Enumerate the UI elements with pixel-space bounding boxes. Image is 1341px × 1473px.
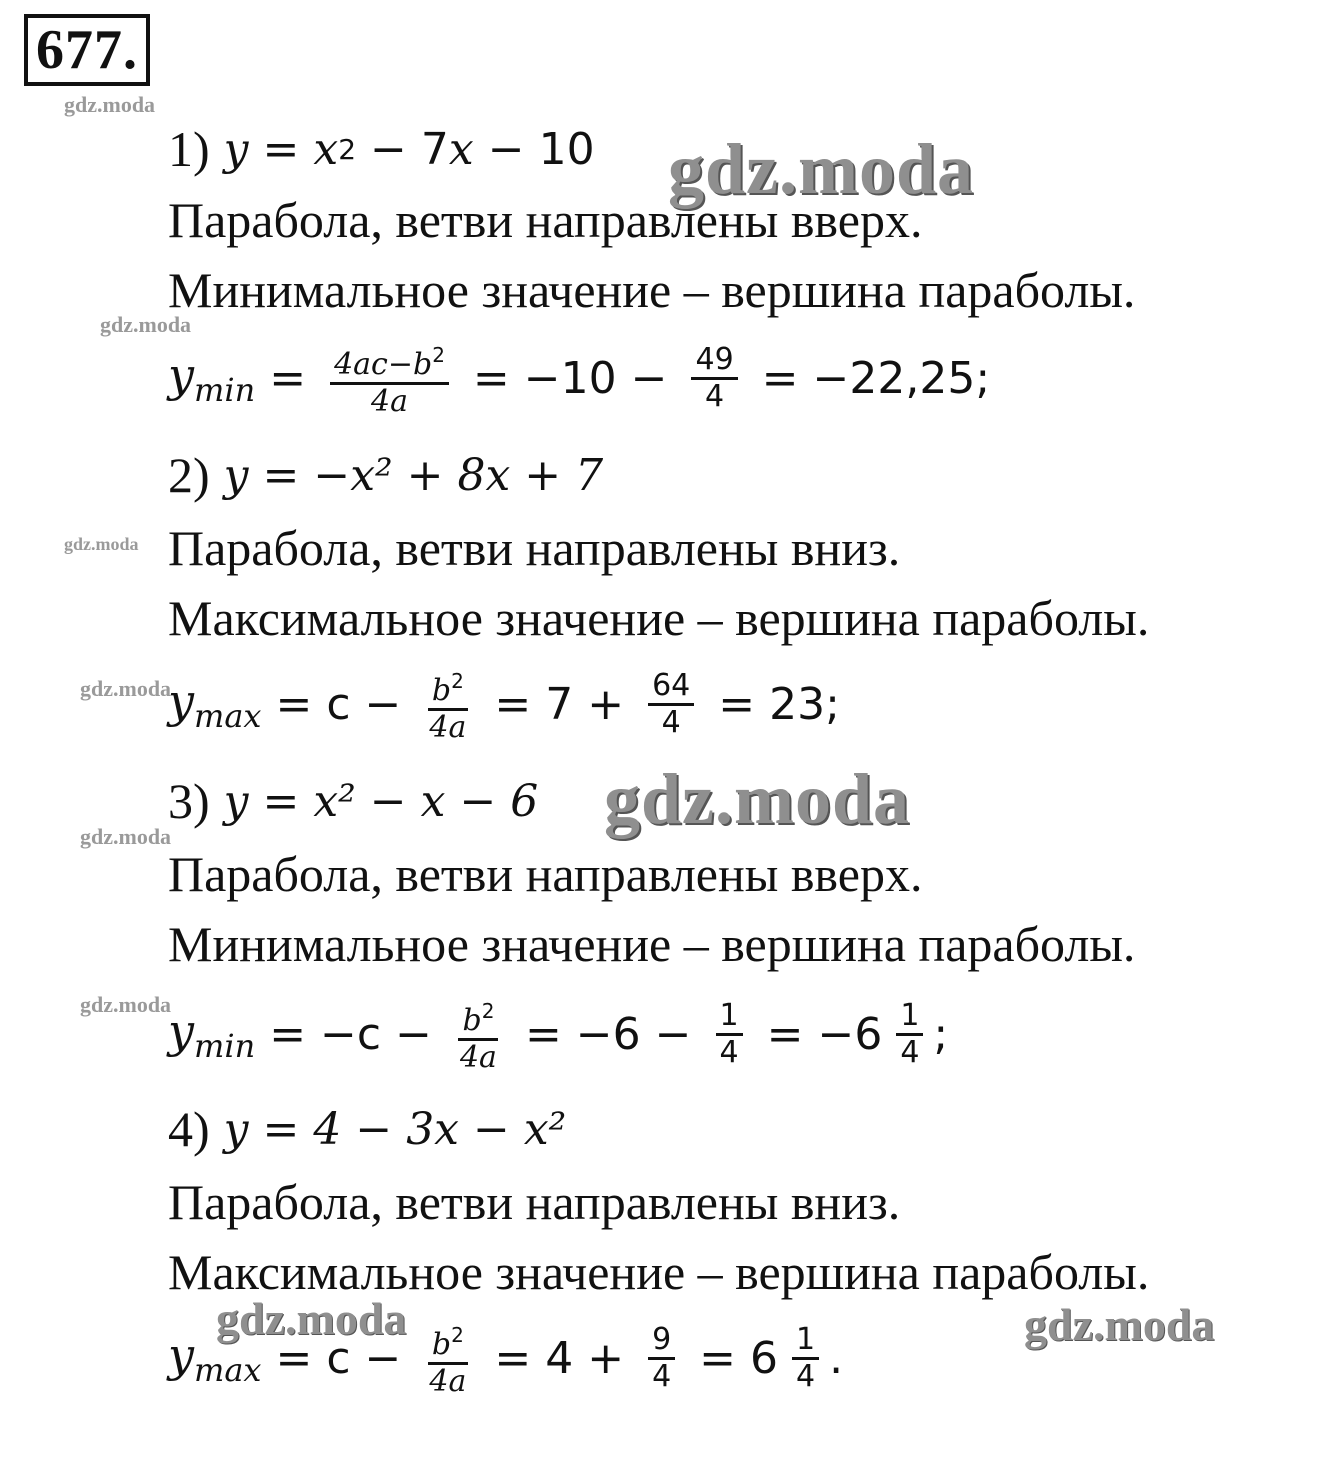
part1-result: $y_{min}$ = $\frac{4ac-b^2}{4a}$ = −10 − $\frac{49}{4}$ = −22,25; (168, 338, 1004, 419)
part2-result: $y_{max}$ = c − $\frac{b^2}{4a}$ = 7 + $\frac{64}{4}$ = 23; (168, 664, 854, 745)
part1-equation: 1) y = x 2 − 7 x − 10 (168, 121, 595, 177)
watermark: gdz.moda (80, 824, 172, 849)
fraction: $\frac{b^2}{4a}$ (425, 664, 470, 745)
watermark: gdz.moda (1024, 1299, 1215, 1350)
part3-equation: 3) y = x² − x − 6 (168, 773, 539, 829)
part2-extremum: Максимальное значение – вершина параболы. (168, 590, 1150, 646)
watermark: gdz.moda (80, 992, 172, 1017)
fraction: $\frac{49}{4}$ (691, 343, 737, 414)
fraction: $\frac{b^2}{4a}$ (456, 994, 501, 1075)
part4-equation: 4) y = 4 − 3x − x² (168, 1101, 567, 1157)
watermark: gdz.moda (604, 759, 911, 839)
watermark: gdz.moda (80, 676, 172, 701)
fraction: $\frac{b^2}{4a}$ (425, 1318, 470, 1399)
watermark: gdz.moda (668, 129, 975, 209)
fraction: $\frac{1}{4}$ (792, 1323, 819, 1394)
watermark: gdz.moda (216, 1293, 407, 1344)
watermark: gdz.moda (64, 92, 156, 117)
part2-equation: 2) y = −x² + 8x + 7 (168, 447, 604, 503)
part1-branches: Парабола, ветви направлены вверх. (168, 192, 923, 248)
fraction: $\frac{1}{4}$ (716, 999, 743, 1070)
part4-branches: Парабола, ветви направлены вниз. (168, 1174, 901, 1230)
fraction: $\frac{4ac-b^2}{4a}$ (330, 338, 449, 419)
fraction: $\frac{9}{4}$ (648, 1323, 675, 1394)
problem-number: 677. (24, 14, 150, 86)
fraction: $\frac{64}{4}$ (648, 669, 694, 740)
part3-extremum: Минимальное значение – вершина параболы. (168, 916, 1136, 972)
part4-extremum: Максимальное значение – вершина параболы. (168, 1244, 1150, 1300)
part1-extremum: Минимальное значение – вершина параболы. (168, 262, 1136, 318)
watermark: gdz.moda (64, 534, 139, 554)
part3-result: $y_{min}$ = −c − $\frac{b^2}{4a}$ = −6 − $\frac{1}{4}$ = −6 $\frac{1}{4}$ ; (168, 994, 948, 1075)
part4-result: $y_{max}$ = c − $\frac{b^2}{4a}$ = 4 + $\frac{9}{4}$ = 6 $\frac{1}{4}$ . (168, 1318, 843, 1399)
part2-branches: Парабола, ветви направлены вниз. (168, 520, 901, 576)
watermark: gdz.moda (100, 312, 192, 337)
part3-branches: Парабола, ветви направлены вверх. (168, 846, 923, 902)
fraction: $\frac{1}{4}$ (896, 999, 923, 1070)
